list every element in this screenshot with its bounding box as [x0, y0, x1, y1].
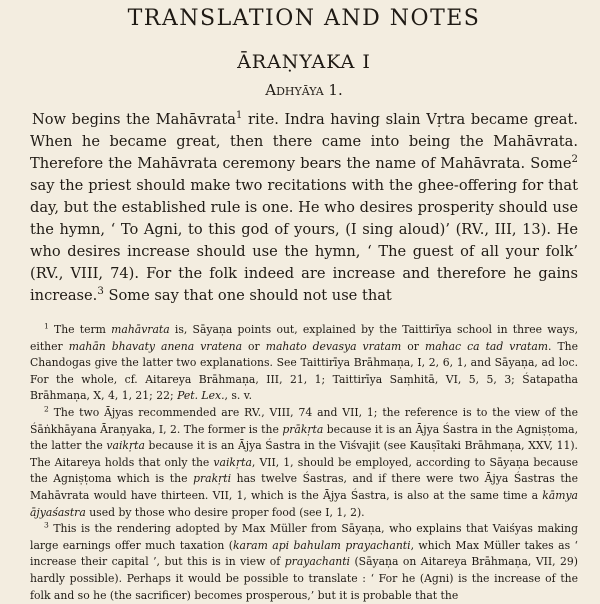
footnote-italic: prākṛta: [282, 422, 324, 436]
paragraph: [30, 109, 578, 307]
footnote-italic: prakṛti: [193, 472, 232, 486]
footnote-text: , which Max Müller takes as ‘ increase their capital ’, but this is in view of: [30, 538, 578, 569]
footnote-text: or: [242, 339, 266, 353]
footnote-text: , VII, 1, should be employed, according to Sāyaṇa because the Agniṣṭoma which is the: [30, 455, 578, 486]
section-title: ĀRAṆYAKA I: [237, 51, 371, 73]
footnote-italic: Pet. Lex.: [177, 389, 225, 403]
footnote-3: [30, 521, 578, 604]
footnote-number: 2: [44, 404, 49, 414]
footnote-marker: 1: [235, 110, 243, 122]
footnote-2: [30, 405, 578, 521]
footnote-italic: vaikṛta: [213, 455, 252, 469]
footnote-marker: 3: [97, 286, 104, 298]
footnote-text: . The Chandogas give the latter two explanations. See Taittirīya Brāhmaṇa, I, 2, 6, 1, and Sāyaṇa, ad loc. For the whole, cf. Aitareya Brāhmaṇa, III, 21, 1; Taittirīya Saṃhitā, VI, 5, 5, 3; Śatapatha Brāhmaṇa, X, 4, 1, 21; 22;: [30, 339, 578, 403]
footnote-1: [30, 322, 578, 405]
chapter-title: Adhyāya 1.: [265, 81, 343, 99]
footnote-text: used by those who desire proper food (see I, 1, 2).: [85, 505, 365, 519]
footnote-text: is, Sāyaṇa points out, explained by the Taittirīya school in three ways, either: [30, 323, 578, 353]
footnote-text: or: [401, 339, 425, 353]
footnote-text: The two Ājyas recommended are RV., VIII, 74 and VII, 1; the reference is to the view of the Śāṅkhāyana Āraṇyaka, I, 2. The former is the: [30, 405, 578, 436]
footnote-text: This is the rendering adopted by Max Müller from Sāyaṇa, who explains that Vaiśyas making large earnings offer much taxation (: [30, 522, 578, 552]
text-run: Now begins the Mahāvrata: [32, 111, 236, 128]
main-text: [30, 109, 578, 307]
footnote-italic: kāmya ājyaśastra: [30, 488, 578, 519]
footnote-italic: karam api bahulam prayachanti: [233, 538, 411, 552]
footnote-text: The term: [48, 323, 112, 336]
footnote-number: 3: [44, 520, 49, 530]
footnote-italic: mahāvrata: [111, 323, 170, 336]
footnote-italic: mahato devasya vratam: [265, 339, 402, 353]
footnote-italic: prayachanti: [284, 555, 350, 569]
footnote-text: (Sāyaṇa on Aitareya Brāhmaṇa, VII, 29) hardly possible). Perhaps it would be possible to translate : ‘ For he (Agni) is the increase of the folk and so he (the sacrificer) becomes prosperous,’ but it is probable that the: [30, 555, 578, 602]
text-run: rite. Indra having slain Vṛtra became great. When he became great, then there came into being the Mahāvrata. Therefore the Mahāvrata ceremony bears the name of Mahāvrata. Some: [30, 111, 578, 172]
footnote-number: 1: [44, 321, 49, 331]
footnote-text: , s. v.: [224, 389, 253, 403]
text-run: say the priest should make two recitations with the ghee-offering for that day, but the established rule is one. He who desires prosperity should use the hymn, ‘ To Agni, to this god of yours, (I sing aloud)’ (RV., III, 13). He who desires increase should use the hymn, ‘ The guest of all your folk’ (RV., VIII, 74). For the folk indeed are increase and therefore he gains increase.: [30, 177, 578, 304]
footnote-italic: mahac ca tad vratam: [424, 339, 548, 353]
footnotes: [30, 322, 578, 604]
running-head: TRANSLATION AND NOTES: [127, 6, 481, 31]
footnote-text: because it is an Ājya Śastra in the Agniṣṭoma, the latter the: [30, 422, 578, 453]
footnote-italic: mahān bhavaty anena vratena: [68, 339, 243, 353]
footnote-text: has twelve Śastras, and if there were two Ājya Śastras the Mahāvrata would have thirteen. VII, 1, which is the Ājya Śastra, is also at the same time a: [30, 472, 578, 502]
footnote-text: because it is an Ājya Śastra in the Viśvajit (see Kauṣītaki Brāhmaṇa, XXV, 11). The Aitareya holds that only the: [30, 439, 578, 469]
text-run: Some say that one should not use that: [103, 287, 392, 304]
footnote-marker: 2: [571, 154, 578, 166]
footnote-italic: vaikṛta: [106, 439, 145, 453]
